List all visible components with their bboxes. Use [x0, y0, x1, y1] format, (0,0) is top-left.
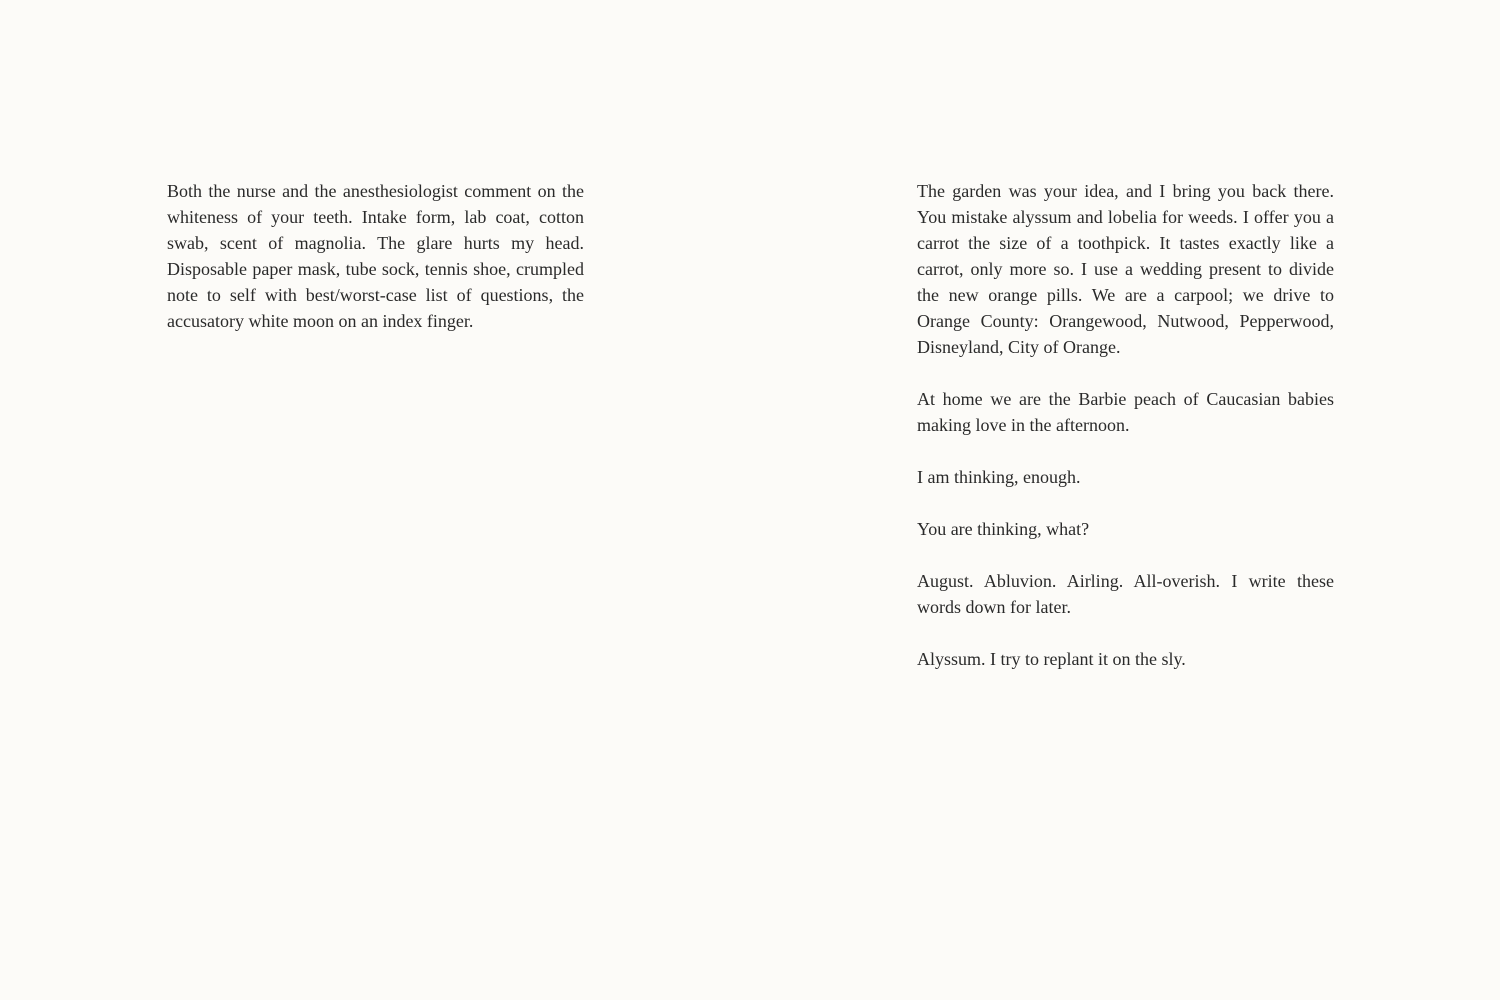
right-paragraph-5: August. Abluvion. Airling. All-overish. I write these words down for later. [917, 571, 1334, 617]
left-paragraph-1: Both the nurse and the anesthesiologist comment on the whiteness of your teeth. Intake form, lab coat, cotton swab, scent of magnolia. The glare hurts my head. Disposable paper mask, tube sock, tennis shoe, crumpled note to self with best/worst-case list of questions, the accusatory white moon on an index finger. [167, 181, 584, 331]
right-paragraph-4: You are thinking, what? [917, 519, 1090, 539]
left-page [167, 178, 584, 334]
right-paragraph-6: Alyssum. I try to replant it on the sly. [917, 649, 1186, 669]
right-paragraph-3: I am thinking, enough. [917, 467, 1081, 487]
right-paragraph-2: At home we are the Barbie peach of Caucasian babies making love in the afternoon. [917, 389, 1334, 435]
right-paragraph-1: The garden was your idea, and I bring you back there. You mistake alyssum and lobelia for weeds. I offer you a carrot the size of a toothpick. It tastes exactly like a carrot, only more so. I use a wedding present to divide the new orange pills. We are a carpool; we drive to Orange County: Orangewood, Nutwood, Pepperwood, Disneyland, City of Orange. [917, 181, 1334, 357]
right-page [917, 178, 1334, 672]
